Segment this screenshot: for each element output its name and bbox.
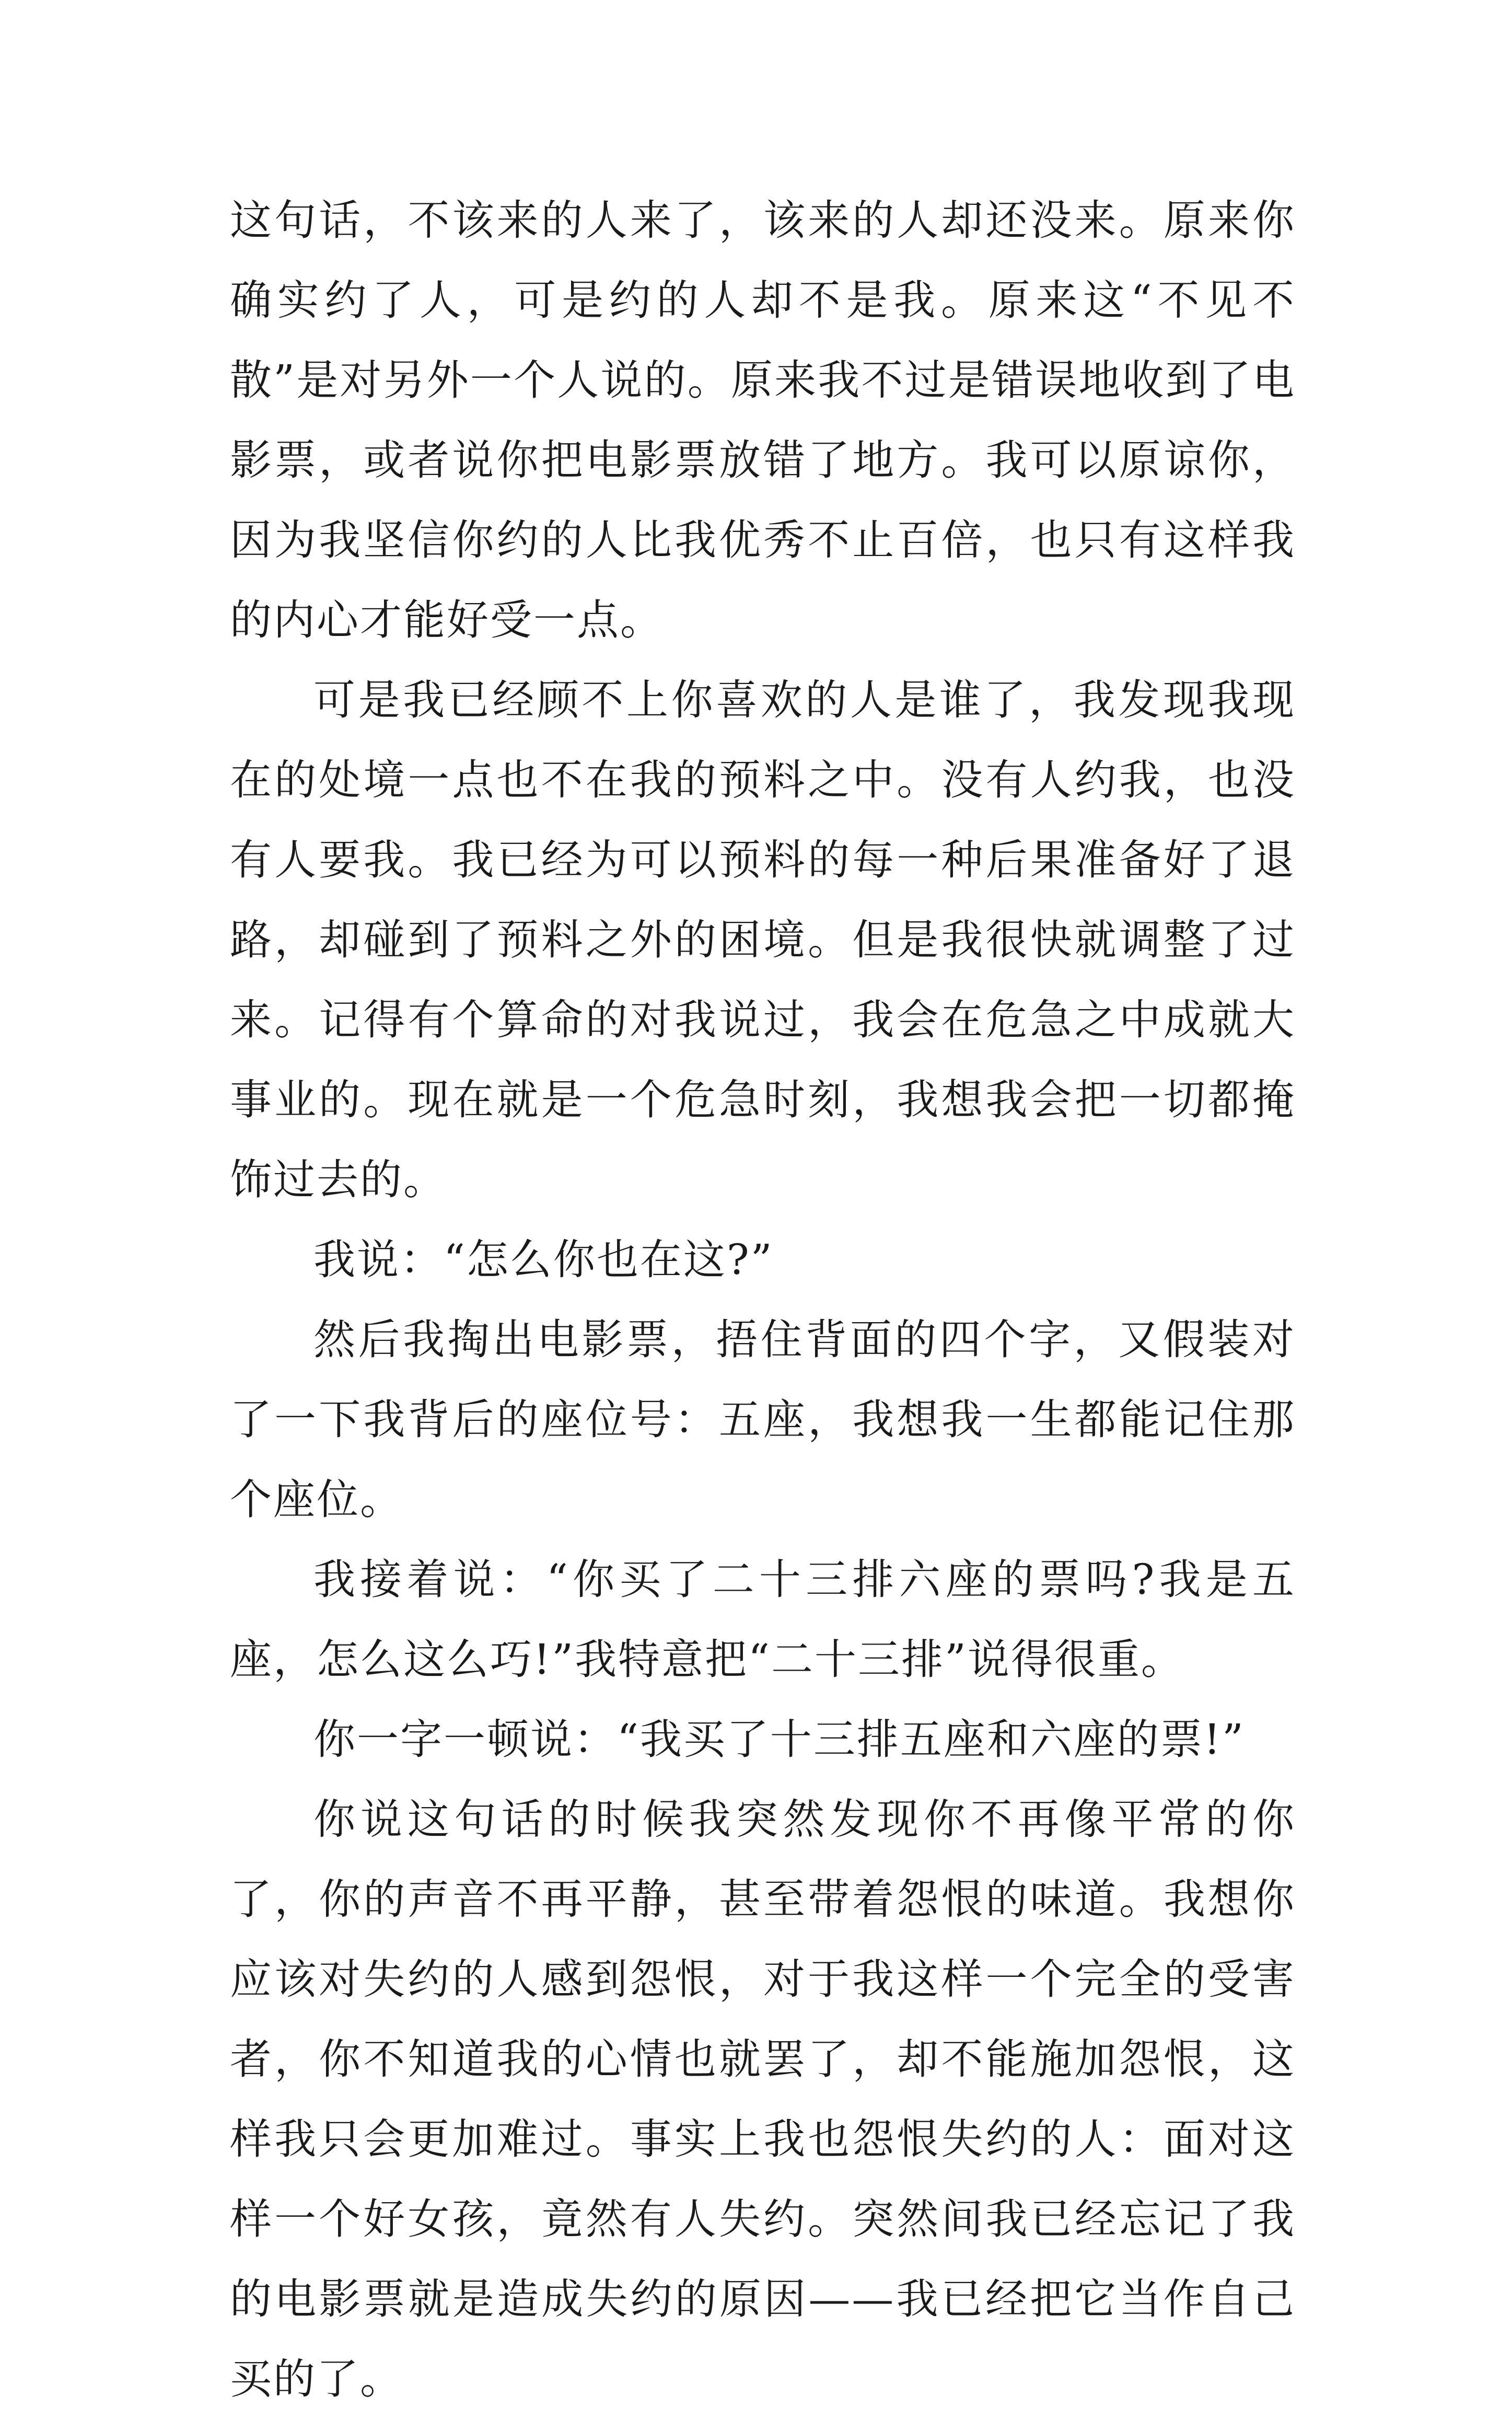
paragraph-1: 这句话，不该来的人来了，该来的人却还没来。原来你确实约了人，可是约的人却不是我。原来这“不见不散”是对另外一个人说的。原来我不过是错误地收到了电影票，或者说你把电影票放错了地方。我可以原谅你，因为我坚信你约的人比我优秀不止百倍，也只有这样我的内心才能好受一点。 xyxy=(230,196,1296,644)
paragraph-2: 可是我已经顾不上你喜欢的人是谁了，我发现我现在的处境一点也不在我的预料之中。没有人约我，也没有人要我。我已经为可以预料的每一种后果准备好了退路，却碰到了预料之外的困境。但是我很快就调整了过来。记得有个算命的对我说过，我会在危急之中成就大事业的。现在就是一个危急时刻，我想我会把一切都掩饰过去的。 xyxy=(230,676,1296,1204)
paragraph-5: 我接着说：“你买了二十三排六座的票吗?我是五座，怎么这么巧!”我特意把“二十三排”说得很重。 xyxy=(230,1555,1296,1684)
paragraph-6: 你一字一顿说：“我买了十三排五座和六座的票!” xyxy=(313,1715,1245,1764)
document-body xyxy=(230,180,1296,2419)
paragraph-3: 我说：“怎么你也在这?” xyxy=(313,1235,774,1284)
paragraph-4: 然后我掏出电影票，捂住背面的四个字，又假装对了一下我背后的座位号：五座，我想我一生都能记住那个座位。 xyxy=(230,1315,1296,1524)
paragraph-7: 你说这句话的时候我突然发现你不再像平常的你了，你的声音不再平静，甚至带着怨恨的味道。我想你应该对失约的人感到怨恨，对于我这样一个完全的受害者，你不知道我的心情也就罢了，却不能施加怨恨，这样我只会更加难过。事实上我也怨恨失约的人：面对这样一个好女孩，竟然有人失约。突然间我已经忘记了我的电影票就是造成失约的原因——我已经把它当作自己买的了。 xyxy=(230,1795,1296,2403)
